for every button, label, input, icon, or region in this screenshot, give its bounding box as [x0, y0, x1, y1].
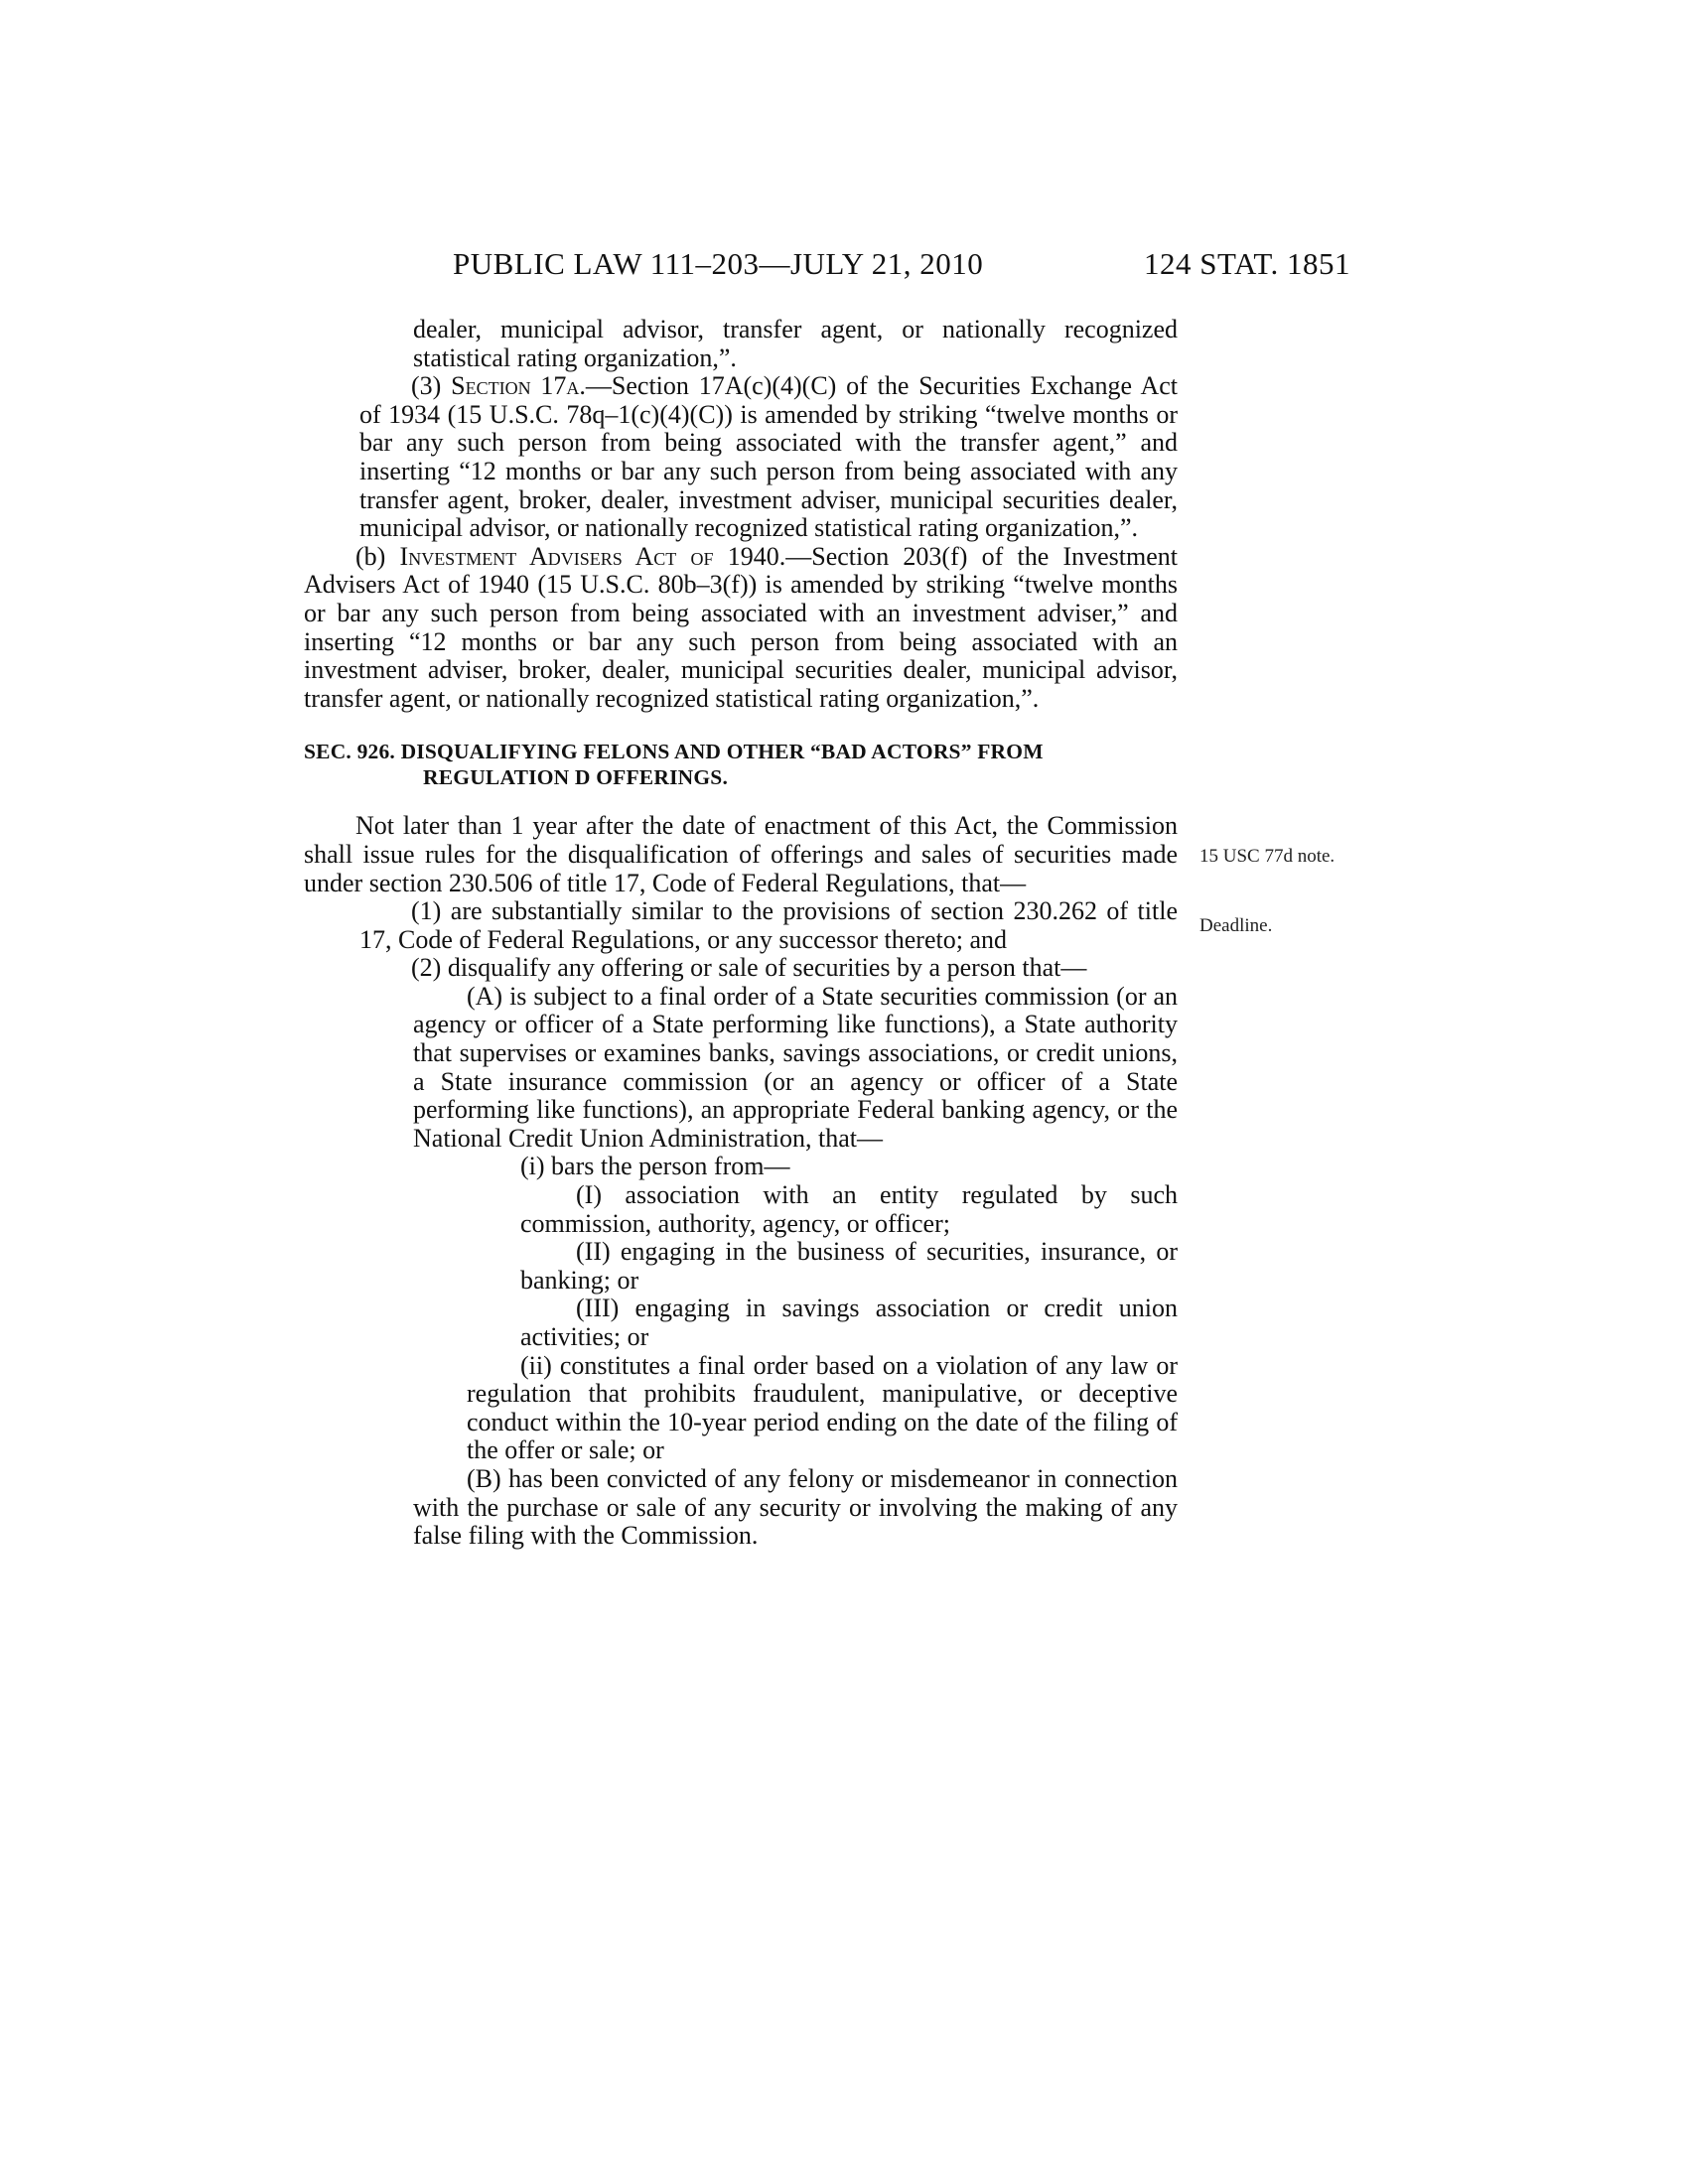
paragraph-continuation: dealer, municipal advisor, transfer agent, or nationally recognized statistical rating organization,”. — [413, 315, 1178, 372]
item-ii: (ii) constitutes a final order based on a violation of any law or regulation that prohibits fraudulent, manipulative, or deceptive conduct within the 10-year period ending on the date of the filing of the offer or sale; or — [467, 1350, 1178, 1465]
paragraph-heading: Section 17a — [451, 371, 580, 401]
paragraph-letter: (b) — [355, 541, 400, 571]
running-head — [0, 246, 1688, 286]
statute-reference: 124 STAT. 1851 — [1144, 246, 1351, 281]
paragraph-heading: Investment Advisers Act of 1940 — [399, 541, 779, 571]
item-i: (i) bars the person from— — [520, 1152, 790, 1181]
item-1: (1) are substantially similar to the provisions of section 230.262 of title 17, Code of Federal Regulations, or any successor thereto; and — [359, 896, 1178, 954]
paragraph-text: .—Section 17A(c)(4)(C) of the Securities Exchange Act of 1934 (15 U.S.C. 78q–1(c)(4)(C)) is amended by striking “twelve months or bar any such person from being associated with the transfer agent,” and inserting “12 months or bar any such person from being associated with any transfer agent, broker, dealer, investment adviser, municipal securities dealer, municipal advisor, or nationally recognized statistical rating organization,”. — [359, 371, 1178, 543]
law-title: PUBLIC LAW 111–203—JULY 21, 2010 — [453, 246, 984, 281]
section-heading — [304, 739, 1178, 790]
usc-margin-note: 15 USC 77d note. — [1199, 846, 1336, 867]
paragraph-number: (3) — [411, 371, 452, 401]
item-I: (I) association with an entity regulated by such commission, authority, agency, or officer; — [520, 1180, 1178, 1238]
deadline-margin-note: Deadline. — [1199, 915, 1273, 936]
item-II: (II) engaging in the business of securities, insurance, or banking; or — [520, 1237, 1178, 1295]
section-heading-line-1: SEC. 926. DISQUALIFYING FELONS AND OTHER “BAD ACTORS” FROM — [304, 740, 1044, 764]
item-III: (III) engaging in savings association or credit union activities; or — [520, 1294, 1178, 1351]
section-heading-line-2: REGULATION D OFFERINGS. — [423, 765, 729, 790]
section-intro: Not later than 1 year after the date of enactment of this Act, the Commission shall issue rules for the disqualification of offerings and sales of securities made under section 230.506 of title 17, Code of Federal Regulations, that— — [304, 811, 1178, 897]
item-A: (A) is subject to a final order of a State securities commission (or an agency or officer of a State performing like functions), a State authority that supervises or examines banks, savings associations, or credit unions, a State insurance commission (or an agency or officer of a State performing like functions), an appropriate Federal banking agency, or the National Credit Union Administration, that— — [413, 981, 1178, 1153]
item-2: (2) disqualify any offering or sale of securities by a person that— — [411, 953, 1087, 983]
paragraph-section-17a — [304, 372, 1178, 543]
paragraph-text: .—Section 203(f) of the Investment Advisers Act of 1940 (15 U.S.C. 80b–3(f)) is amended by striking “twelve months or bar any such person from being associated with an investment adviser,” and inserting “12 months or bar any such person from being associated with an investment adviser, broker, dealer, municipal securities dealer, municipal advisor, transfer agent, or nationally recognized statistical rating organization,”. — [304, 541, 1178, 713]
item-B: (B) has been convicted of any felony or misdemeanor in connection with the purchase or sale of any security or involving the making of any false filing with the Commission. — [413, 1463, 1178, 1551]
document-body — [304, 316, 1178, 1551]
paragraph-investment-advisers-act — [304, 543, 1178, 714]
